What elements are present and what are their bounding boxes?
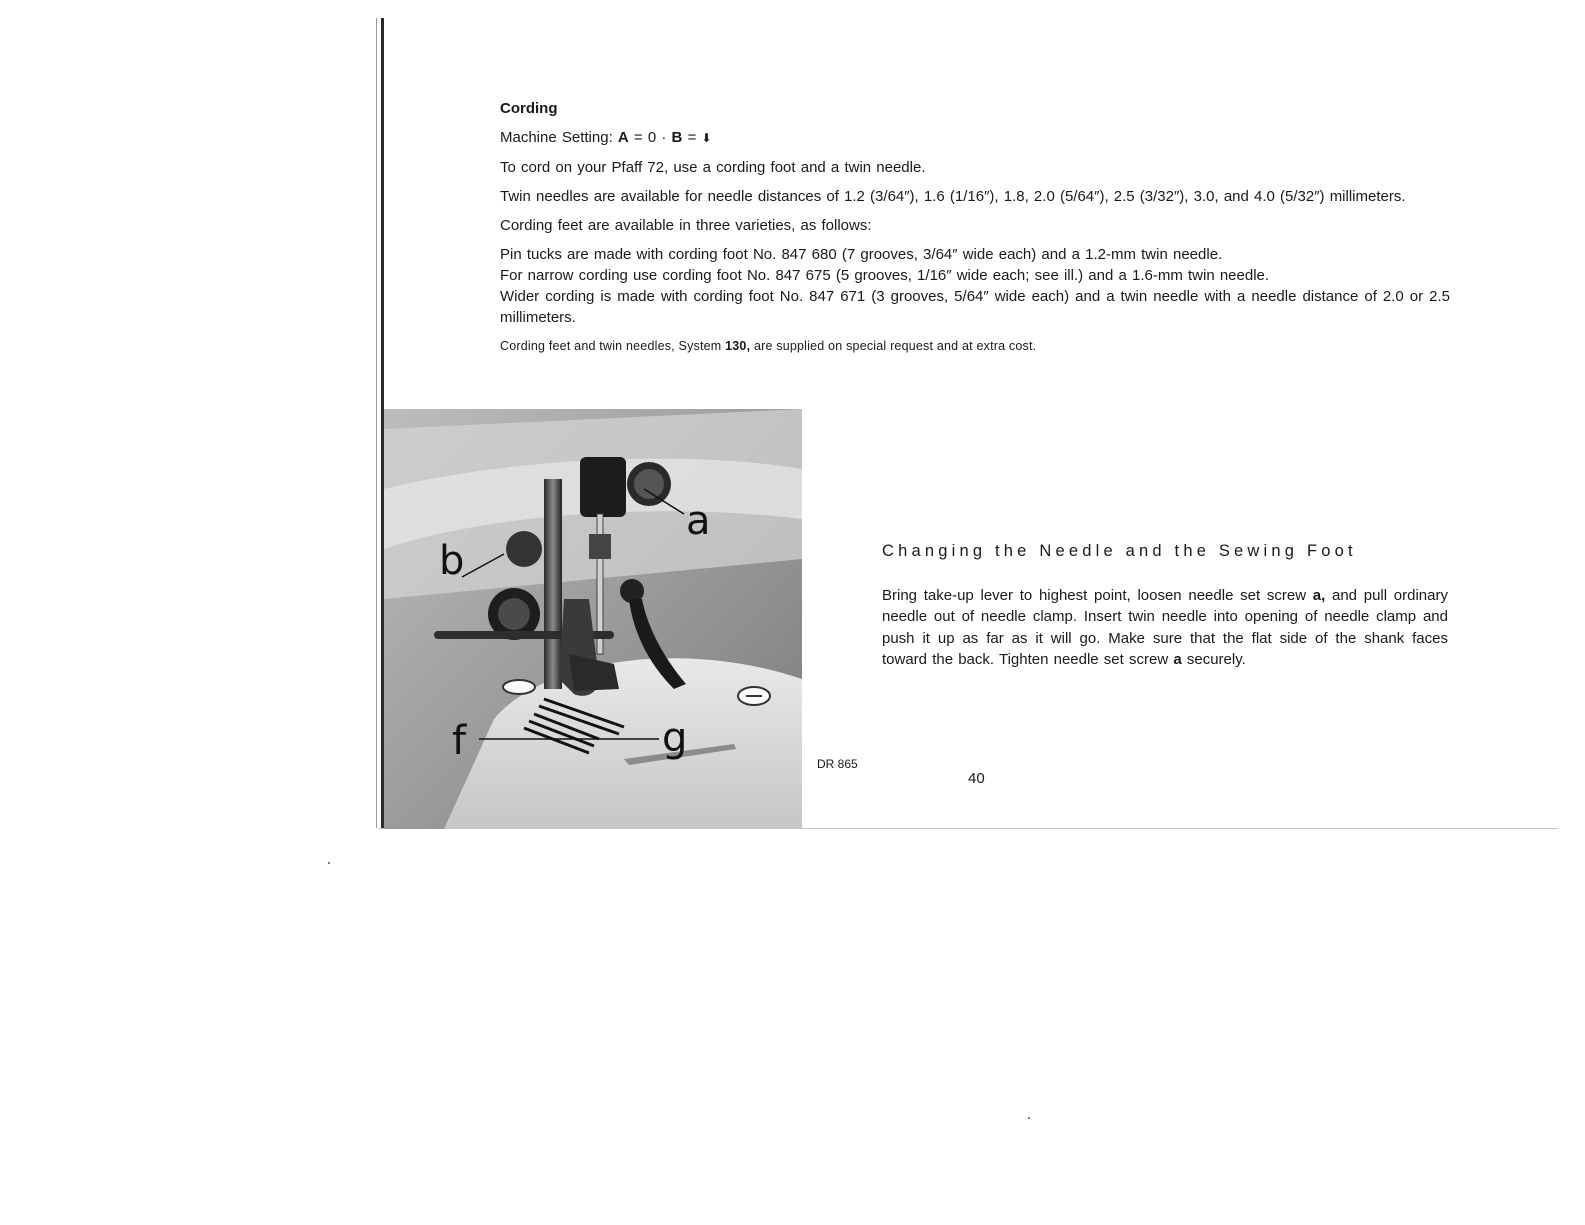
machine-setting-label: Machine Setting:	[500, 129, 613, 146]
screw-a-ref: a	[1173, 651, 1182, 668]
setting-b-equals: =	[687, 129, 697, 146]
down-arrow-icon: ⬇	[701, 131, 712, 145]
wider-cording-line: Wider cording is made with cording foot No. 847 671 (3 grooves, 5/64″ wide each) and a twin needle with a needle distance of 2.0 or 2.5 millimeters.	[500, 288, 1450, 326]
changing-needle-body: Bring take-up lever to highest point, loosen needle set screw a, and pull ordinary needle out of needle clamp. Insert twin needle into opening of needle clamp and push it up as far as it will go. Make sure that the flat side of the shank faces toward the back. Tighten needle set screw a securely.	[882, 586, 1448, 668]
binding-edge-thin	[376, 18, 377, 828]
sewing-foot-illustration	[384, 409, 802, 829]
label-f: f	[452, 718, 467, 764]
page-number: 40	[968, 770, 985, 787]
setting-a-label: A	[617, 129, 629, 146]
scan-speck	[1028, 1117, 1030, 1119]
pin-tucks-line: Pin tucks are made with cording foot No. 847 680 (7 grooves, 3/64″ wide each) and a 1.2-mm twin needle.	[500, 246, 1223, 263]
label-a: a	[686, 498, 711, 544]
screw-a-ref: a,	[1312, 586, 1326, 604]
setting-b-label: B	[671, 129, 683, 146]
changing-needle-section	[882, 541, 1448, 671]
scan-speck	[328, 862, 330, 864]
supply-footnote: Cording feet and twin needles, System 130, are supplied on special request and at extra cost.	[500, 339, 1037, 353]
cording-heading: Cording	[500, 100, 558, 117]
setting-separator: ·	[661, 129, 667, 146]
cording-section	[500, 98, 1450, 357]
illustration-code: DR 865	[817, 757, 858, 771]
label-b: b	[439, 538, 465, 584]
setting-a-value: = 0	[633, 129, 657, 146]
cording-feet-varieties: Cording feet are available in three varieties, as follows:	[500, 217, 872, 234]
machine-setting-line	[500, 127, 1450, 149]
cording-intro: To cord on your Pfaff 72, use a cording foot and a twin needle.	[500, 159, 926, 176]
narrow-cording-line: For narrow cording use cording foot No. 847 675 (5 grooves, 1/16″ wide each; see ill.) and a 1.6-mm twin needle.	[500, 267, 1270, 284]
label-g: g	[662, 715, 688, 761]
twin-needle-sizes: Twin needles are available for needle distances of 1.2 (3/64″), 1.6 (1/16″), 1.8, 2.0 (5/64″), 2.5 (3/32″), 3.0, and 4.0 (5/32″) millimeters.	[500, 188, 1406, 205]
changing-needle-title: Changing the Needle and the Sewing Foot	[882, 542, 1357, 560]
